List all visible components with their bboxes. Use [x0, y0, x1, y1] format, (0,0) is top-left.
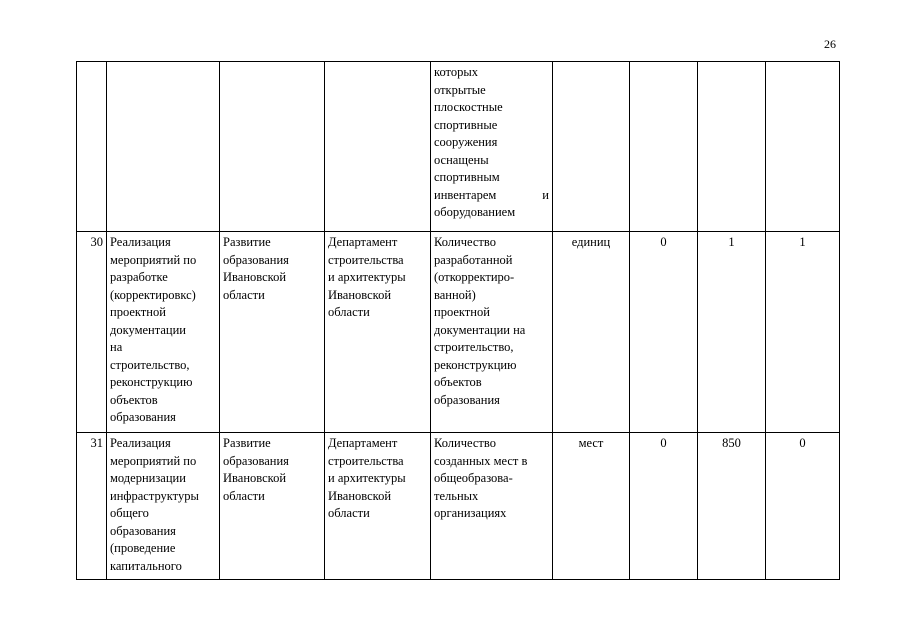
executor-text: [328, 234, 427, 322]
text-line: объектов: [434, 375, 482, 389]
text-line: строительство,: [434, 340, 514, 354]
text-line: ванной): [434, 287, 476, 302]
event-cell: [107, 62, 220, 232]
program-text: [223, 435, 321, 505]
text-line: образования: [223, 453, 289, 468]
text-line: общеобразова-: [434, 471, 513, 485]
value-cell-2: [698, 62, 766, 232]
unit-cell: единиц: [553, 232, 630, 433]
value-cell-3: 1: [766, 232, 840, 433]
text-line: открытые: [434, 82, 486, 97]
text-line: Реализация: [110, 235, 171, 249]
program-text: [223, 234, 321, 304]
text-line: Ивановской: [223, 270, 287, 284]
text-line: области: [223, 287, 265, 302]
value-cell-1: 0: [630, 232, 698, 433]
indicator-tail-right: и: [542, 187, 549, 202]
text-line: проектной: [434, 305, 490, 319]
text-line: образования: [110, 410, 176, 424]
text-line: строительство,: [110, 357, 190, 372]
indicator-text: [434, 435, 549, 523]
indicator-text: [434, 64, 549, 187]
indicator-text: [434, 234, 549, 409]
unit-cell: [553, 62, 630, 232]
text-line: Количество: [434, 235, 496, 249]
text-line: плоскостные: [434, 100, 503, 114]
text-line: Развитие: [223, 436, 271, 450]
text-line: мероприятий по: [110, 252, 197, 267]
event-text: [110, 435, 216, 575]
indicator-cell: [431, 62, 553, 232]
text-line: спортивные: [434, 117, 498, 132]
text-line: и архитектуры: [328, 270, 406, 284]
table-row: [77, 62, 840, 232]
indicator-cell: [431, 433, 553, 580]
text-line: (откорректиро-: [434, 270, 515, 284]
table-row: [77, 433, 840, 580]
text-line: (проведение: [110, 541, 176, 555]
text-line: строительства: [328, 453, 404, 468]
text-line: Департамент: [328, 436, 398, 450]
text-line: области: [223, 488, 265, 503]
text-line: разработке: [110, 270, 168, 284]
text-line: Ивановской: [328, 287, 392, 302]
text-line: области: [328, 305, 370, 319]
table-row: [77, 232, 840, 433]
text-line: строительства: [328, 252, 404, 267]
program-cell: [220, 232, 325, 433]
unit-cell: мест: [553, 433, 630, 580]
text-line: Реализация: [110, 436, 171, 450]
value-cell-3: 0: [766, 433, 840, 580]
executor-text: [328, 435, 427, 523]
text-line: разработанной: [434, 252, 513, 267]
row-number: 30: [77, 232, 107, 433]
value-cell-3: [766, 62, 840, 232]
event-text: [110, 234, 216, 427]
program-cell: [220, 433, 325, 580]
executor-cell: [325, 433, 431, 580]
text-line: спортивным: [434, 170, 500, 184]
text-line: и архитектуры: [328, 471, 406, 485]
text-line: созданных мест в: [434, 453, 528, 468]
text-line: оснащены: [434, 152, 489, 167]
text-line: Развитие: [223, 235, 271, 249]
page-number: 26: [824, 37, 836, 51]
text-line: Ивановской: [223, 471, 287, 485]
executor-cell: [325, 62, 431, 232]
text-line: капитального: [110, 558, 182, 573]
text-line: образования: [110, 523, 176, 538]
text-line: образования: [434, 392, 500, 407]
text-line: которых: [434, 65, 478, 79]
text-line: общего: [110, 506, 149, 520]
text-line: модернизации: [110, 471, 186, 485]
value-cell-1: 0: [630, 433, 698, 580]
event-cell: [107, 433, 220, 580]
text-line: тельных: [434, 488, 479, 503]
executor-cell: [325, 232, 431, 433]
text-line: сооружения: [434, 135, 498, 149]
text-line: документации: [110, 322, 186, 337]
row-number: 31: [77, 433, 107, 580]
text-line: Ивановской: [328, 488, 392, 503]
text-line: реконструкцию: [434, 357, 517, 372]
text-line: Количество: [434, 436, 496, 450]
text-line: инфраструктуры: [110, 488, 199, 503]
program-cell: [220, 62, 325, 232]
program-table: [76, 61, 840, 580]
text-line: на: [110, 340, 123, 354]
text-line: документации на: [434, 322, 526, 337]
indicator-cell: [431, 232, 553, 433]
text-line: образования: [223, 252, 289, 267]
indicator-justified-line: [434, 187, 549, 205]
text-line: организациях: [434, 506, 507, 520]
indicator-last-line: оборудованием: [434, 205, 516, 219]
text-line: реконструкцию: [110, 375, 193, 389]
row-number: [77, 62, 107, 232]
indicator-tail-left: инвентарем: [434, 187, 497, 202]
text-line: (корректировкс): [110, 287, 196, 302]
value-cell-2: 1: [698, 232, 766, 433]
text-line: области: [328, 506, 370, 520]
text-line: Департамент: [328, 235, 398, 249]
event-cell: [107, 232, 220, 433]
text-line: мероприятий по: [110, 453, 197, 468]
value-cell-1: [630, 62, 698, 232]
text-line: объектов: [110, 392, 158, 407]
text-line: проектной: [110, 305, 166, 319]
value-cell-2: 850: [698, 433, 766, 580]
